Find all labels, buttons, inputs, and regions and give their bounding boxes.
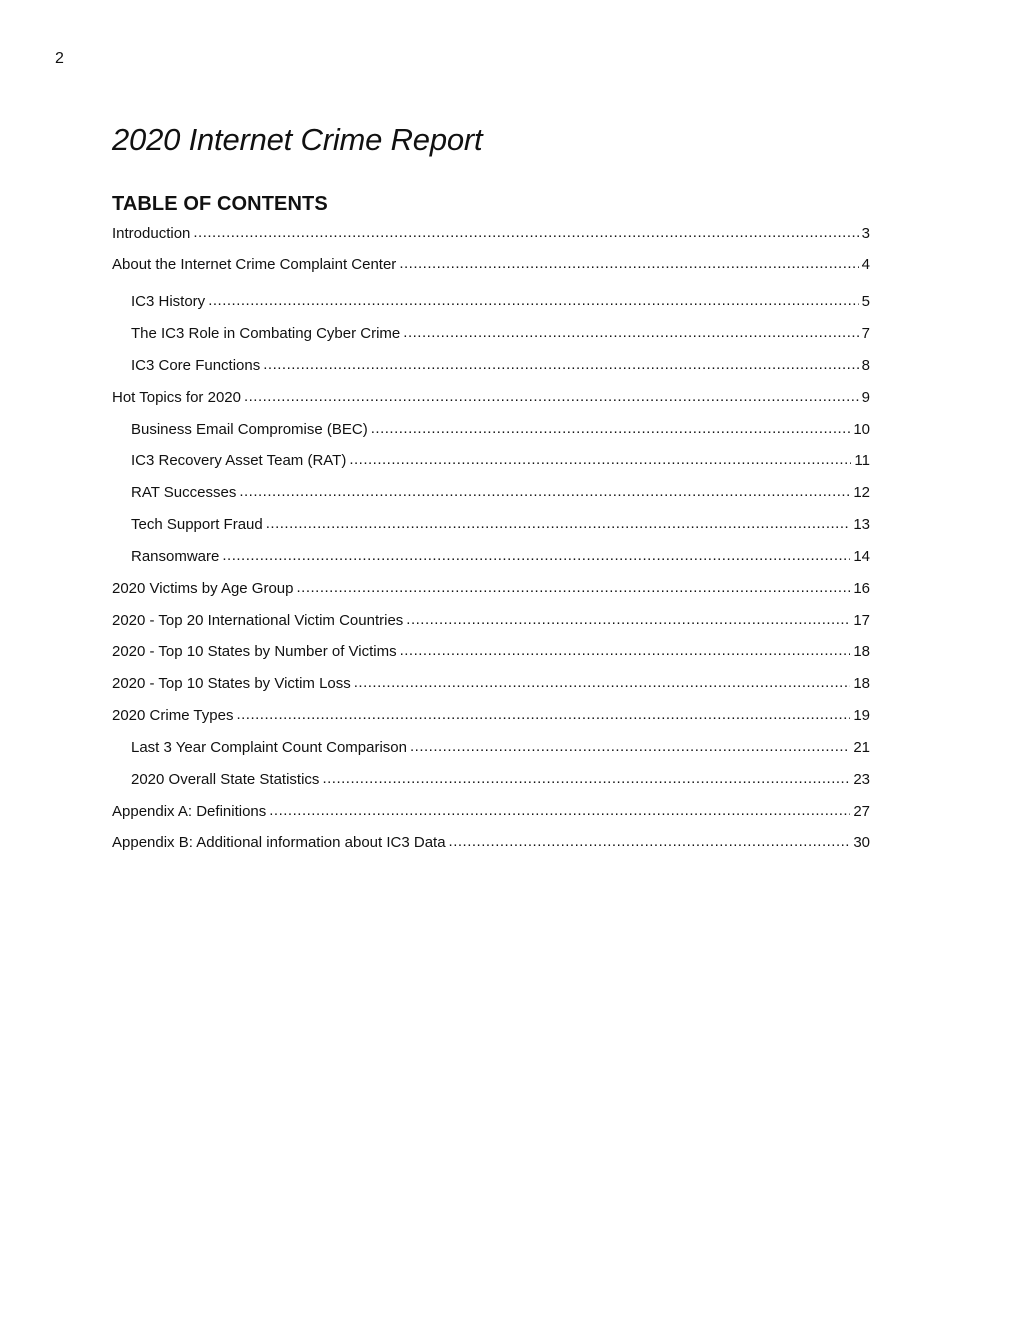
- toc-dot-leader: [354, 672, 851, 694]
- toc-page-number: 21: [853, 739, 870, 756]
- toc-dot-leader: [269, 800, 850, 822]
- toc-entry-hot-topics[interactable]: [112, 387, 870, 409]
- toc-entry-label: Tech Support Fraud: [131, 516, 263, 533]
- toc-page-number: 27: [853, 803, 870, 820]
- toc-entry-top-10-states-victims[interactable]: [112, 641, 870, 663]
- toc-dot-leader: [263, 354, 858, 376]
- toc-page-number: 10: [853, 421, 870, 438]
- toc-entry-label: 2020 - Top 10 States by Victim Loss: [112, 675, 351, 692]
- toc-page-number: 12: [853, 484, 870, 501]
- toc-entry-label: 2020 Overall State Statistics: [131, 771, 320, 788]
- toc-dot-leader: [297, 577, 851, 599]
- toc-entry-introduction[interactable]: [112, 223, 870, 245]
- toc-entry-label: Appendix B: Additional information about IC3 Data: [112, 834, 446, 851]
- toc-dot-leader: [244, 386, 859, 408]
- toc-entry-label: Hot Topics for 2020: [112, 389, 241, 406]
- toc-entry-label: 2020 - Top 10 States by Number of Victims: [112, 643, 397, 660]
- toc-entry-victims-by-age[interactable]: [112, 578, 870, 600]
- report-title: 2020 Internet Crime Report: [112, 122, 483, 157]
- toc-dot-leader: [410, 736, 850, 758]
- toc-entry-ic3-role[interactable]: [131, 323, 870, 345]
- toc-entry-bec[interactable]: [131, 419, 870, 441]
- toc-entry-label: RAT Successes: [131, 484, 237, 501]
- toc-entry-ic3-history[interactable]: [131, 291, 870, 313]
- toc-dot-leader: [406, 609, 850, 631]
- toc-entry-label: 2020 Crime Types: [112, 707, 234, 724]
- toc-entry-label: Last 3 Year Complaint Count Comparison: [131, 739, 407, 756]
- toc-entry-appendix-a[interactable]: [112, 801, 870, 823]
- toc-entry-top-10-states-loss[interactable]: [112, 673, 870, 695]
- toc-page-number: 3: [861, 225, 870, 242]
- toc-entry-label: IC3 History: [131, 293, 206, 310]
- toc-page-number: 13: [853, 516, 870, 533]
- toc-dot-leader: [400, 640, 851, 662]
- toc-page-number: 11: [854, 452, 870, 469]
- toc-entry-label: Ransomware: [131, 548, 220, 565]
- toc-entry-appendix-b[interactable]: [112, 832, 870, 854]
- toc-entry-label: IC3 Core Functions: [131, 357, 261, 374]
- toc-entry-complaint-count-comparison[interactable]: [131, 737, 870, 759]
- toc-entry-label: The IC3 Role in Combating Cyber Crime: [131, 325, 401, 342]
- page-number: 2: [55, 50, 64, 67]
- toc-entry-crime-types[interactable]: [112, 705, 870, 727]
- toc-dot-leader: [449, 831, 851, 853]
- toc-entry-overall-state-statistics[interactable]: [131, 769, 870, 791]
- toc-entry-ic3-core-functions[interactable]: [131, 355, 870, 377]
- toc-entry-rat[interactable]: [131, 450, 870, 472]
- toc-page-number: 16: [853, 580, 870, 597]
- toc-page-number: 9: [861, 389, 870, 406]
- toc-dot-leader: [403, 322, 858, 344]
- toc-dot-leader: [236, 704, 850, 726]
- toc-entry-tech-support-fraud[interactable]: [131, 514, 870, 536]
- toc-page-number: 5: [861, 293, 870, 310]
- toc-page-number: 18: [853, 675, 870, 692]
- toc-page-number: 23: [853, 771, 870, 788]
- toc-dot-leader: [266, 513, 851, 535]
- toc-page-number: 7: [861, 325, 870, 342]
- toc-dot-leader: [222, 545, 850, 567]
- toc-entry-label: 2020 Victims by Age Group: [112, 580, 294, 597]
- toc-dot-leader: [208, 290, 858, 312]
- toc-dot-leader: [239, 481, 850, 503]
- toc-entry-label: Business Email Compromise (BEC): [131, 421, 368, 438]
- toc-page-number: 17: [853, 612, 870, 629]
- toc-entry-label: 2020 - Top 20 International Victim Countries: [112, 612, 404, 629]
- toc-dot-leader: [371, 418, 851, 440]
- toc-entry-about-ic3[interactable]: [112, 254, 870, 276]
- toc-dot-leader: [193, 222, 858, 244]
- toc-entry-ransomware[interactable]: [131, 546, 870, 568]
- toc-dot-leader: [349, 449, 851, 471]
- toc-page-number: 19: [853, 707, 870, 724]
- toc-entry-label: Appendix A: Definitions: [112, 803, 267, 820]
- toc-dot-leader: [322, 768, 850, 790]
- toc-page-number: 4: [861, 256, 870, 273]
- toc-entry-rat-successes[interactable]: [131, 482, 870, 504]
- toc-page-number: 18: [853, 643, 870, 660]
- toc-page-number: 8: [861, 357, 870, 374]
- toc-entry-label: Introduction: [112, 225, 191, 242]
- toc-dot-leader: [399, 253, 858, 275]
- toc-page-number: 14: [853, 548, 870, 565]
- toc-entry-label: About the Internet Crime Complaint Center: [112, 256, 397, 273]
- toc-entry-top-20-countries[interactable]: [112, 610, 870, 632]
- toc-entry-label: IC3 Recovery Asset Team (RAT): [131, 452, 347, 469]
- toc-page-number: 30: [853, 834, 870, 851]
- toc-heading: TABLE OF CONTENTS: [112, 193, 328, 215]
